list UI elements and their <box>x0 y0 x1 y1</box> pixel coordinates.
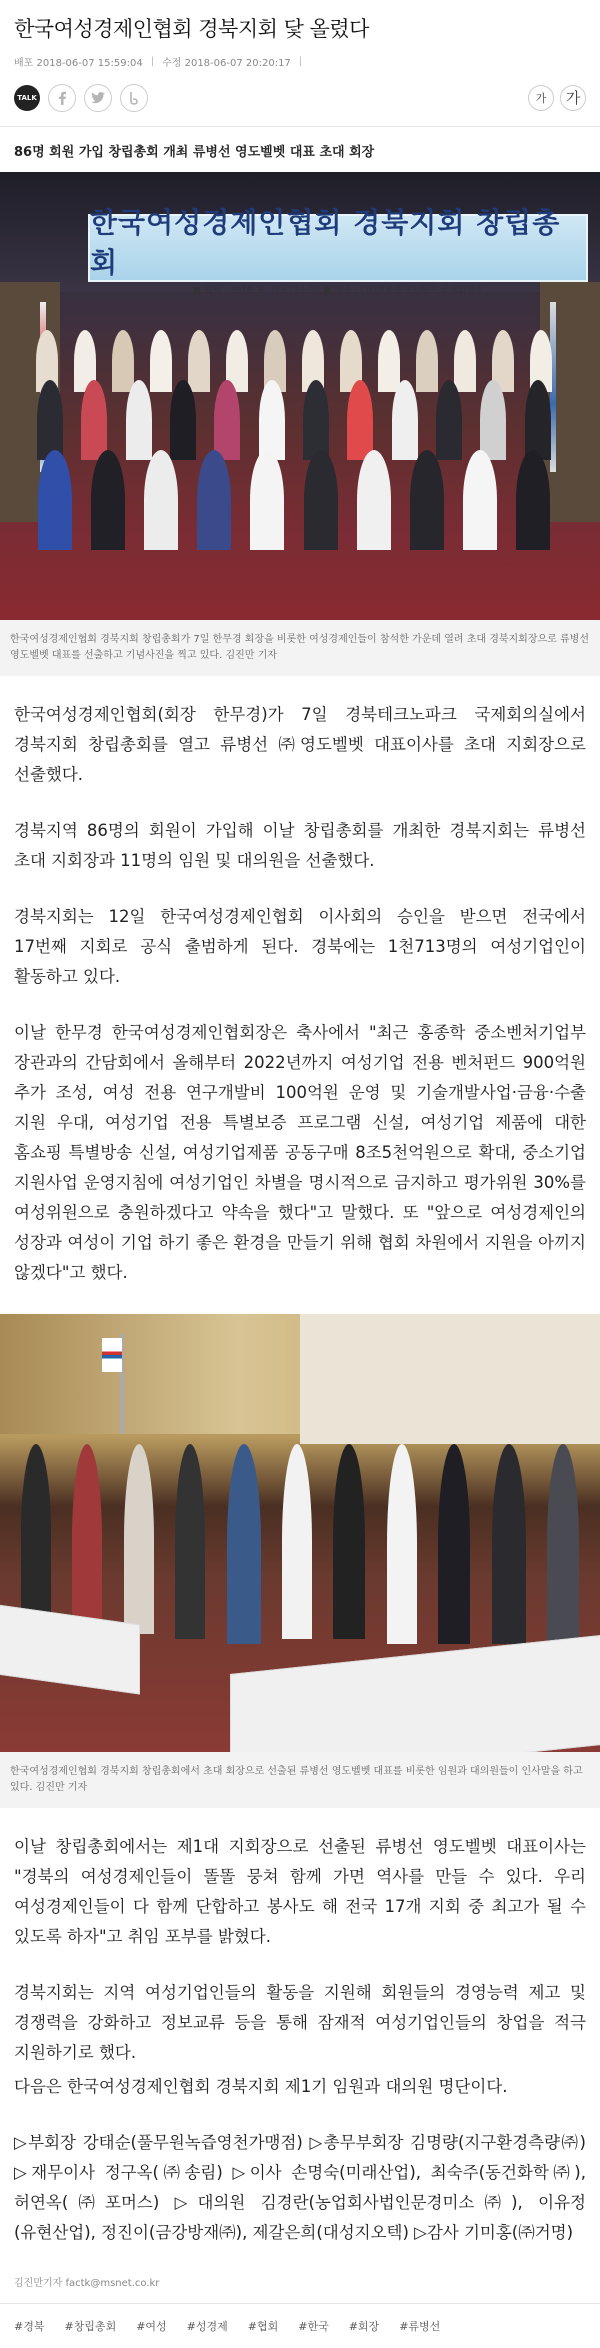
tag-link[interactable]: #류병선 <box>399 2320 441 2333</box>
share-bar <box>0 69 600 127</box>
group-photo[interactable] <box>0 172 600 620</box>
article-headline: 한국여성경제인협회 경북지회 닻 올렸다 <box>14 17 369 41</box>
paragraph: 다음은 한국여성경제인협회 경북지회 제1기 임원과 대의원 명단이다. <box>14 2077 508 2096</box>
paragraph: ▷부회장 강태순(풀무원녹즙영천가맹점) ▷총무부회장 김명량(지구환경측량㈜) ▷재무이사 정구옥(㈜송림) ▷이사 손명숙(미래산업), 최숙주(동건화학㈜), 허연옥(㈜포머스) ▷대의원 김경란(농업회사법인문경미소㈜), 이유정(유현산업), 정진이(금강방재㈜), 제갈은희(대성지오텍) ▷감사 기미홍(㈜거명) <box>14 2133 586 2242</box>
crowd <box>28 322 560 572</box>
font-size-controls <box>528 85 586 111</box>
table <box>230 1634 600 1752</box>
share-buttons <box>14 84 148 112</box>
tag-list <box>0 2303 600 2348</box>
speech-photo[interactable] <box>0 1314 600 1752</box>
photo-caption: 한국여성경제인협회 경북지회 창립총회가 7일 한무경 회장을 비롯한 여성경제인들이 참석한 가운데 열려 초대 경북지회장으로 류병선 영도벨벳 대표를 선출하고 기념사진을 찍고 있다. 김진만 기자 <box>0 620 600 676</box>
tag-link[interactable]: #경북 <box>14 2320 45 2333</box>
modified-date: 수정 2018-06-07 20:20:17 <box>162 58 291 69</box>
facebook-icon[interactable] <box>48 84 76 112</box>
banner-subtitle: ■ 일시 : 2018. 6. 7(목) 11:00 ■ 장소 : (재)경북테크노파크 국제회의실 <box>192 285 484 296</box>
paragraph: 경북지역 86명의 회원이 가입해 이날 창립총회를 개최한 경북지회는 류병선 초대 지회장과 11명의 임원 및 대의원을 선출했다. <box>14 821 586 870</box>
tag-link[interactable]: #한국 <box>298 2320 329 2333</box>
event-banner <box>88 205 588 296</box>
twitter-icon[interactable] <box>84 84 112 112</box>
article-body-continued <box>0 1808 600 2248</box>
tag-link[interactable]: #창립총회 <box>64 2320 117 2333</box>
article-meta: 배포 2018-06-07 15:59:04 | 수정 2018-06-07 20:20:17 | <box>14 56 303 69</box>
banner-title: 한국여성경제인협회 경북지회 창립총회 <box>90 205 561 279</box>
speakers <box>0 1444 600 1644</box>
font-increase-button[interactable]: 가 <box>560 85 586 111</box>
tag-link[interactable]: #여성 <box>136 2320 167 2333</box>
font-decrease-button[interactable]: 가 <box>528 85 554 111</box>
article-subheadline: 86명 회원 가입 창립총회 개최 류병선 영도벨벳 대표 초대 회장 <box>14 145 375 160</box>
photo-caption: 한국여성경제인협회 경북지회 창립총회에서 초대 회장으로 선출된 류병선 영도벨벳 대표를 비롯한 임원과 대의원들이 인사말을 하고 있다. 김진만 기자 <box>0 1752 600 1808</box>
tag-link[interactable]: #성경제 <box>186 2320 228 2333</box>
tag-link[interactable]: #회장 <box>348 2320 380 2333</box>
paragraph: 경북지회는 12일 한국여성경제인협회 이사회의 승인을 받으면 전국에서 17번째 지회로 공식 출범하게 된다. 경북에는 1천713명의 여성기업인이 활동하고 있다. <box>14 907 586 986</box>
article-body <box>0 676 600 1288</box>
tag-link[interactable]: #협회 <box>247 2320 279 2333</box>
kakaotalk-icon[interactable]: TALK <box>14 85 40 111</box>
paragraph: 한국여성경제인협회(회장 한무경)가 7일 경북테크노파크 국제회의실에서 경북지회 창립총회를 열고 류병선 ㈜영도벨벳 대표이사를 초대 지회장으로 선출했다. <box>14 705 586 784</box>
published-date: 배포 2018-06-07 15:59:04 <box>14 58 143 69</box>
reporter-byline[interactable]: 김진만기자 factk@msnet.co.kr <box>14 2278 160 2289</box>
paragraph: 경북지회는 지역 여성기업인들의 활동을 지원해 회원들의 경영능력 제고 및 경쟁력을 강화하고 정보교류 등을 통해 잠재적 여성기업인들의 창업을 적극 지원하기로 했다. <box>14 1983 586 2062</box>
paragraph: 이날 창립총회에서는 제1대 지회장으로 선출된 류병선 영도벨벳 대표이사는 "경북의 여성경제인들이 똘똘 뭉쳐 함께 가면 역사를 만들 수 있다. 우리 여성경제인들이 다 함께 단합하고 봉사도 해 전국 17개 지회 중 최고가 될 수 있도록 하자"고 취임 포부를 밝혔다. <box>14 1837 586 1946</box>
paragraph: 이날 한무경 한국여성경제인협회장은 축사에서 "최근 홍종학 중소벤처기업부 장관과의 간담회에서 올해부터 2022년까지 여성기업 전용 벤처펀드 900억원 추가 조성, 여성 전용 연구개발비 100억원 운영 및 기술개발사업·금융·수출 지원 우대, 여성기업 전용 특별보증 프로그램 신설, 여성기업 제품에 대한 홈쇼핑 특별방송 신설, 여성기업제품 공동구매 8조5천억원으로 확대, 중소기업 지원사업 운영지침에 여성기업인 차별을 명시적으로 금지하고 평가위원 30%를 여성위원으로 충원하겠다고 약속을 했다"고 말했다. 또 "앞으로 여성경제인의 성장과 여성이 기업 하기 좋은 환경을 만들기 위해 협회 차원에서 지원을 아끼지 않겠다"고 했다. <box>14 1023 586 1282</box>
band-icon[interactable] <box>120 84 148 112</box>
